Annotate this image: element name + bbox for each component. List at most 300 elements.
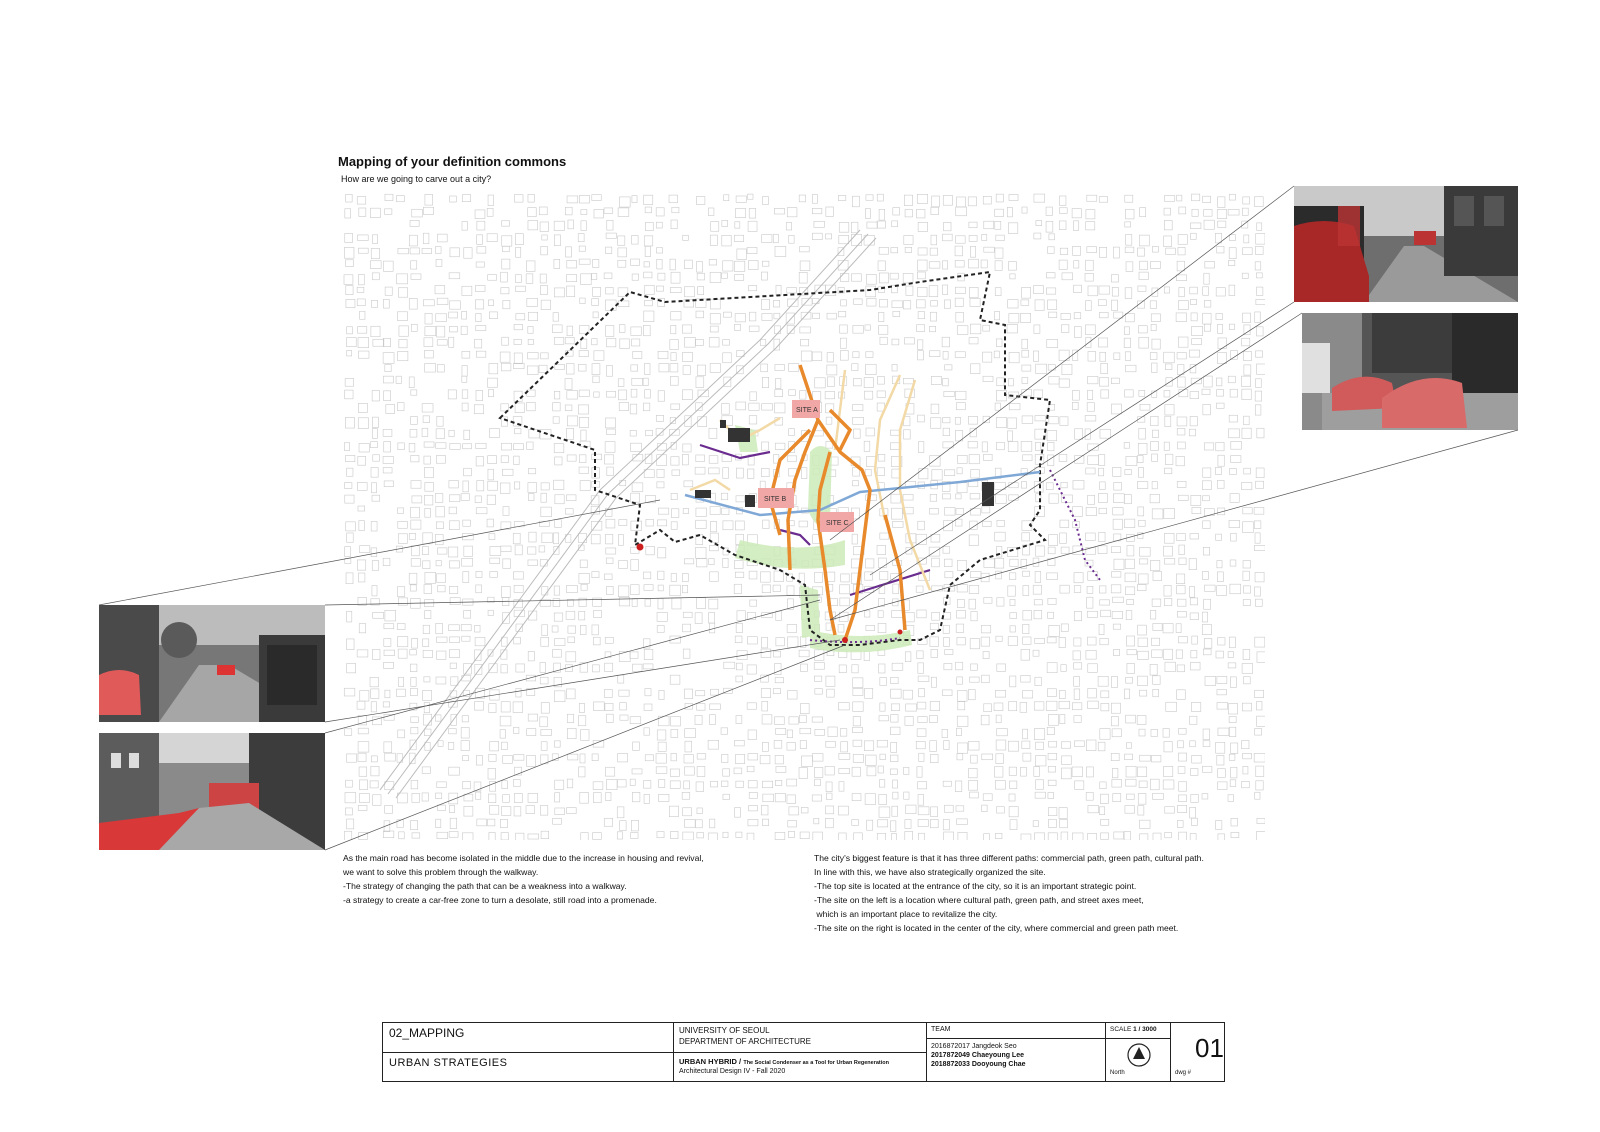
building-footprint: [435, 286, 445, 294]
building-footprint: [487, 519, 493, 527]
building-footprint: [425, 508, 431, 517]
building-footprint: [1060, 714, 1065, 723]
building-footprint: [643, 572, 650, 579]
building-footprint: [1099, 493, 1108, 502]
building-footprint: [476, 756, 482, 765]
building-footprint: [540, 600, 551, 606]
building-footprint: [917, 209, 925, 218]
building-footprint: [383, 376, 393, 383]
building-footprint: [347, 819, 354, 829]
building-footprint: [425, 350, 434, 358]
page-title: Mapping of your definition commons: [338, 154, 567, 169]
building-footprint: [657, 520, 666, 526]
building-footprint: [359, 780, 367, 790]
building-footprint: [1111, 275, 1118, 282]
building-footprint: [982, 507, 990, 513]
building-footprint: [422, 767, 430, 773]
building-footprint: [500, 483, 510, 493]
building-footprint: [1166, 378, 1172, 386]
building-footprint: [619, 325, 625, 333]
building-footprint: [618, 208, 629, 217]
building-footprint: [890, 273, 898, 279]
building-footprint: [775, 832, 785, 839]
building-footprint: [436, 677, 446, 684]
building-footprint: [1021, 482, 1026, 489]
building-footprint: [541, 493, 547, 502]
building-footprint: [736, 402, 746, 410]
building-footprint: [593, 598, 602, 606]
building-footprint: [1111, 585, 1121, 593]
building-footprint: [709, 260, 716, 265]
building-footprint: [1061, 665, 1066, 672]
building-footprint: [789, 807, 799, 815]
building-footprint: [1072, 402, 1078, 409]
building-footprint: [398, 637, 408, 647]
building-footprint: [697, 559, 707, 567]
building-footprint: [373, 455, 380, 461]
building-footprint: [749, 286, 757, 291]
building-footprint: [917, 610, 926, 618]
building-footprint: [867, 820, 873, 830]
building-footprint: [853, 688, 863, 695]
building-footprint: [1034, 390, 1043, 398]
building-footprint: [957, 637, 965, 645]
building-footprint: [762, 404, 773, 410]
building-footprint: [436, 574, 445, 582]
building-footprint: [958, 743, 968, 753]
building-footprint: [1218, 769, 1226, 778]
building-footprint: [1165, 405, 1174, 415]
building-footprint: [852, 665, 858, 673]
building-footprint: [397, 274, 408, 284]
building-footprint: [684, 820, 695, 828]
building-footprint: [1126, 209, 1134, 219]
building-footprint: [867, 222, 878, 228]
building-footprint: [515, 545, 522, 555]
building-footprint: [607, 391, 616, 397]
building-footprint: [982, 521, 991, 526]
building-footprint: [877, 221, 885, 228]
building-footprint: [994, 558, 1003, 568]
building-footprint: [1139, 559, 1147, 564]
building-footprint: [775, 717, 785, 725]
building-footprint: [463, 690, 469, 696]
building-footprint: [827, 377, 834, 386]
building-footprint: [1202, 624, 1211, 634]
building-footprint: [1059, 379, 1069, 387]
building-footprint: [747, 703, 756, 709]
building-footprint: [1179, 728, 1186, 734]
building-footprint: [971, 612, 977, 621]
building-footprint: [866, 274, 876, 284]
building-footprint: [1111, 677, 1117, 688]
building-footprint: [554, 391, 559, 399]
building-footprint: [1125, 390, 1134, 397]
building-footprint: [697, 833, 704, 838]
building-footprint: [631, 560, 639, 571]
building-footprint: [346, 780, 353, 787]
building-footprint: [880, 754, 886, 760]
building-footprint: [943, 820, 949, 830]
green-areas: [735, 425, 912, 652]
building-footprint: [762, 261, 769, 266]
building-footprint: [423, 690, 432, 700]
building-footprint: [345, 378, 354, 386]
building-footprint: [708, 613, 714, 623]
building-footprint: [799, 715, 806, 722]
building-footprint: [1217, 586, 1227, 596]
building-footprint: [1100, 600, 1110, 605]
building-footprint: [436, 507, 445, 517]
building-footprint: [1138, 286, 1146, 291]
building-footprint: [1203, 649, 1211, 655]
building-footprint: [1178, 442, 1186, 449]
building-footprint: [579, 611, 585, 620]
building-footprint: [1112, 729, 1121, 737]
building-footprint: [1217, 690, 1227, 695]
building-footprint: [711, 222, 719, 232]
building-footprint: [931, 649, 938, 657]
building-footprint: [838, 311, 845, 316]
building-footprint: [345, 495, 354, 503]
building-footprint: [606, 247, 612, 253]
building-footprint: [736, 754, 745, 763]
building-footprint: [1021, 675, 1030, 682]
building-footprint: [984, 598, 992, 604]
building-footprint: [463, 599, 473, 605]
building-footprint: [736, 663, 742, 670]
building-footprint: [449, 650, 459, 658]
building-footprint: [929, 286, 938, 297]
building-footprint: [501, 546, 511, 552]
building-footprint: [1257, 652, 1265, 662]
building-footprint: [1124, 754, 1132, 760]
building-footprint: [670, 781, 680, 788]
building-footprint: [399, 339, 407, 347]
building-footprint: [1242, 428, 1251, 438]
building-footprint: [853, 678, 863, 688]
building-footprint: [1073, 221, 1078, 231]
building-footprint: [956, 312, 964, 322]
building-footprint: [800, 247, 810, 252]
building-footprint: [1165, 454, 1173, 464]
building-footprint: [1164, 236, 1172, 247]
building-footprint: [409, 533, 415, 539]
building-footprint: [929, 262, 940, 268]
building-footprint: [357, 560, 365, 570]
building-footprint: [1177, 261, 1185, 271]
building-footprint: [814, 767, 822, 777]
building-footprint: [775, 403, 785, 413]
building-footprint: [554, 337, 564, 344]
scale-readout: [1110, 1026, 1157, 1033]
building-footprint: [567, 416, 577, 426]
building-footprint: [723, 353, 732, 363]
building-footprint: [1098, 300, 1106, 306]
building-footprint: [1007, 207, 1012, 216]
building-footprint: [942, 337, 950, 347]
building-footprint: [373, 339, 384, 346]
building-footprint: [1087, 247, 1097, 253]
building-footprint: [749, 326, 759, 331]
building-footprint: [1113, 597, 1124, 602]
building-footprint: [449, 561, 459, 568]
building-footprint: [1139, 520, 1146, 526]
building-footprint: [787, 743, 796, 751]
building-footprint: [656, 767, 667, 774]
building-footprint: [683, 612, 692, 617]
building-footprint: [696, 782, 704, 792]
building-footprint: [710, 326, 718, 332]
building-footprint: [411, 780, 418, 789]
building-footprint: [710, 781, 717, 787]
building-footprint: [709, 456, 718, 464]
building-footprint: [1242, 376, 1251, 386]
scale-value: 1 / 3000: [1133, 1026, 1157, 1033]
building-footprint: [682, 390, 692, 400]
building-footprint: [1202, 389, 1210, 394]
building-footprint: [1190, 598, 1197, 605]
building-footprint: [1137, 417, 1144, 422]
building-footprint: [424, 600, 433, 607]
building-footprint: [644, 236, 652, 246]
building-footprint: [971, 470, 980, 478]
building-footprint: [1243, 352, 1251, 361]
building-footprint: [1243, 248, 1253, 255]
building-footprint: [347, 351, 352, 356]
building-footprint: [955, 417, 960, 424]
building-footprint: [1074, 261, 1079, 268]
building-footprint: [931, 301, 938, 306]
building-footprint: [775, 379, 780, 389]
building-footprint: [1010, 676, 1016, 687]
building-footprint: [398, 730, 405, 738]
building-footprint: [748, 819, 758, 825]
building-footprint: [1059, 208, 1067, 214]
building-footprint: [490, 805, 499, 814]
building-footprint: [1059, 690, 1065, 698]
building-footprint: [1049, 819, 1057, 827]
building-footprint: [631, 327, 641, 335]
building-footprint: [1229, 415, 1237, 422]
building-footprint: [1178, 301, 1188, 310]
building-footprint: [723, 769, 730, 776]
building-footprint: [1231, 767, 1237, 778]
building-footprint: [672, 207, 679, 212]
building-footprint: [683, 649, 690, 658]
building-footprint: [383, 299, 389, 308]
building-footprint: [762, 613, 773, 618]
building-footprint: [1113, 624, 1120, 629]
dwg-number: 01: [1195, 1033, 1224, 1063]
building-footprint: [1022, 339, 1028, 349]
building-footprint: [411, 507, 420, 518]
building-footprint: [841, 742, 848, 752]
building-footprint: [657, 469, 664, 477]
building-footprint: [878, 611, 883, 618]
building-footprint: [1179, 832, 1187, 840]
building-footprint: [1074, 663, 1082, 669]
building-footprint: [461, 494, 469, 501]
desc-right-line: In line with this, we have also strategically organized the site.: [814, 867, 1046, 877]
building-footprint: [503, 559, 511, 568]
building-footprint: [1062, 273, 1073, 280]
building-footprint: [1060, 520, 1069, 527]
building-footprint: [1062, 364, 1072, 374]
building-footprint: [632, 598, 637, 606]
building-footprint: [891, 677, 898, 683]
building-footprint: [903, 378, 913, 384]
building-footprint: [1216, 288, 1225, 296]
building-footprint: [879, 209, 885, 220]
building-footprint: [345, 209, 351, 218]
building-footprint: [672, 470, 680, 475]
building-footprint: [579, 195, 589, 203]
building-footprint: [866, 195, 873, 200]
building-footprint: [1255, 792, 1260, 799]
building-footprint: [891, 689, 902, 698]
building-footprint: [918, 795, 924, 806]
building-footprint: [748, 194, 753, 199]
building-footprint: [880, 337, 887, 344]
building-footprint: [1010, 599, 1015, 605]
building-footprint: [968, 690, 975, 700]
building-footprint: [528, 714, 537, 721]
building-footprint: [969, 781, 978, 791]
building-footprint: [1008, 262, 1016, 271]
building-footprint: [1112, 572, 1121, 578]
building-footprint: [1151, 755, 1161, 761]
building-footprint: [1060, 196, 1066, 205]
building-footprint: [1061, 313, 1070, 319]
building-footprint: [698, 287, 704, 295]
building-footprint: [450, 691, 457, 697]
building-footprint: [1099, 455, 1105, 466]
north-label: North: [1110, 1070, 1125, 1076]
team-label: TEAM: [931, 1026, 951, 1033]
building-footprint: [474, 702, 483, 710]
building-footprint: [1009, 194, 1018, 200]
building-footprint: [904, 195, 912, 205]
building-footprint: [398, 443, 404, 450]
team-member: 2016872017 Jangdeok Seo: [931, 1043, 1017, 1050]
building-footprint: [957, 197, 966, 207]
building-footprint: [747, 766, 754, 772]
building-footprint: [606, 418, 616, 428]
building-footprint: [411, 261, 417, 269]
building-footprint: [906, 805, 916, 814]
building-footprint: [1151, 324, 1156, 330]
building-footprint: [436, 819, 441, 827]
building-footprint: [906, 547, 912, 554]
building-footprint: [384, 650, 395, 655]
building-footprint: [970, 509, 980, 515]
building-footprint: [384, 442, 391, 452]
building-footprint: [476, 351, 485, 357]
building-footprint: [970, 494, 980, 499]
building-footprint: [1125, 587, 1134, 595]
photo-top-right-cars: [1302, 313, 1518, 430]
building-footprint: [879, 664, 885, 673]
building-footprint: [553, 818, 562, 824]
building-footprint: [1164, 352, 1175, 363]
building-footprint: [489, 363, 498, 373]
building-footprint: [1035, 638, 1045, 643]
building-footprint: [1010, 781, 1017, 788]
building-footprint: [385, 287, 392, 295]
building-footprint: [983, 196, 991, 204]
building-footprint: [867, 456, 876, 466]
building-footprint: [1088, 688, 1097, 697]
building-footprint: [632, 236, 639, 245]
building-footprint: [1047, 573, 1058, 580]
building-footprint: [852, 767, 860, 776]
building-footprint: [917, 729, 926, 737]
building-footprint: [657, 612, 667, 621]
building-footprint: [906, 286, 913, 295]
building-footprint: [1254, 197, 1263, 207]
building-footprint: [945, 572, 953, 578]
building-footprint: [735, 572, 744, 577]
building-footprint: [384, 714, 394, 720]
building-footprint: [461, 624, 471, 630]
building-footprint: [501, 363, 511, 371]
building-footprint: [1072, 350, 1077, 360]
building-footprint: [449, 521, 459, 530]
building-footprint: [346, 286, 353, 295]
building-footprint: [1140, 208, 1146, 217]
building-footprint: [774, 740, 782, 748]
building-footprint: [671, 404, 680, 409]
building-footprint: [435, 247, 441, 254]
building-footprint: [1139, 428, 1146, 439]
building-footprint: [776, 766, 786, 772]
building-footprint: [956, 806, 964, 811]
building-footprint: [657, 482, 664, 488]
building-footprint: [839, 235, 849, 243]
building-footprint: [555, 780, 564, 789]
building-footprint: [515, 429, 521, 434]
building-footprint: [750, 600, 757, 606]
building-footprint: [578, 364, 586, 371]
building-footprint: [539, 365, 547, 372]
building-footprint: [620, 339, 629, 349]
building-footprint: [956, 624, 964, 632]
building-footprint: [502, 221, 510, 226]
building-footprint: [345, 417, 354, 428]
building-footprint: [437, 326, 445, 337]
building-footprint: [982, 754, 993, 760]
building-footprint: [619, 651, 630, 661]
building-footprint: [385, 610, 396, 621]
building-footprint: [905, 247, 912, 252]
building-footprint: [1203, 521, 1211, 529]
building-footprint: [1049, 404, 1055, 410]
building-footprint: [554, 288, 564, 297]
building-footprint: [373, 795, 381, 806]
building-footprint: [722, 754, 728, 762]
building-footprint: [449, 793, 458, 804]
building-footprint: [396, 546, 402, 552]
building-footprint: [528, 468, 535, 473]
building-footprint: [970, 572, 981, 578]
building-footprint: [1203, 196, 1211, 202]
building-footprint: [736, 676, 743, 682]
building-footprint: [955, 781, 962, 792]
building-footprint: [1127, 794, 1135, 799]
building-footprint: [1086, 547, 1096, 554]
building-footprint: [1204, 585, 1215, 591]
